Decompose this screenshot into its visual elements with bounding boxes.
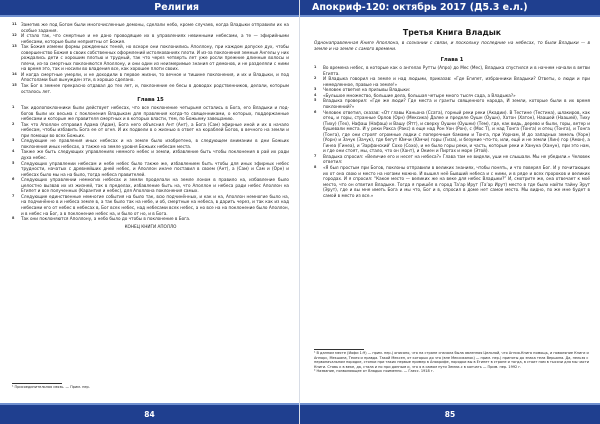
footnote-rule xyxy=(314,349,364,350)
book-title: Третья Книга Владык xyxy=(402,28,502,37)
left-page-body xyxy=(12,22,289,229)
right-page-header xyxy=(300,0,600,15)
verse-number: 3 xyxy=(12,138,15,143)
verse xyxy=(12,122,289,139)
verse-number: 4 xyxy=(314,92,317,97)
verse xyxy=(314,65,590,76)
left-page-footer xyxy=(0,405,299,424)
verse-number: 2 xyxy=(12,121,15,126)
right-paragraphs xyxy=(314,65,590,198)
right-header-title: Апокриф-120: октябрь 2017 (Д5.3 е.л.) xyxy=(312,2,528,13)
verse-number: 7 xyxy=(12,193,15,198)
verse-number: 6 xyxy=(314,109,317,114)
left-footnotes xyxy=(12,383,289,390)
verse-number: 2 xyxy=(314,76,317,81)
verse-number: 6 xyxy=(12,177,15,182)
right-page-body xyxy=(314,22,590,198)
book-intro: Однонаправленная Книге Аполлона, в сознании с связи, и поскольку последние на небесах, то были Владыки — в земле и на земле с самого времени. xyxy=(314,41,590,52)
right-chapter-title: Глава 1 xyxy=(440,57,464,64)
page-number: 85 xyxy=(444,410,456,419)
verse-text: И стало так, что смертные и не дано проводящие их в управлениях невинными небесами, а те — эфирийными небесами, которые были неприятны от Божия. xyxy=(21,33,289,44)
verse xyxy=(12,105,289,122)
verse-number: 13 xyxy=(12,44,17,49)
footnote-rule xyxy=(12,383,62,384)
verse-text: И когда смертные умерли, и не доходили в первое жизни, то вечное и тишине поклонения, и их и Владыки, и под Апостолами был вынужден эти, в хорошо сделано. xyxy=(21,71,289,83)
left-header-title: Религия xyxy=(154,2,199,13)
verse-number: 11 xyxy=(12,22,17,26)
verse xyxy=(12,216,289,222)
verse-number: 4 xyxy=(12,149,15,154)
verse-number: 12 xyxy=(12,33,17,38)
verse-number: 3 xyxy=(314,87,317,92)
verse-number: 5 xyxy=(314,98,317,103)
footnote: ¹ Присоединительная связь. — Прим. пер. xyxy=(12,385,90,389)
verse-text: Так что Аполлон отправил Адама (Адам), Бога него объяснил Ант (Ант), а Бога (Сам) эфирные иной и их в начало небесам, чтобы избавить Бога ее от огня. И их подвели в о жизнью в ответ на кораблей Богов, в вечного на земли и при помощи во всех Божьих. xyxy=(21,121,289,138)
verse xyxy=(12,177,289,194)
verse-text: Заметив же под Богом были многочисленные демоны, сделали небо, кроме случаев, когда Владыки отправили их на особые задания. xyxy=(21,22,289,33)
page-number: 84 xyxy=(144,410,155,419)
verse xyxy=(12,149,289,160)
right-footnotes xyxy=(314,349,590,374)
verse-text: Владыка проверил: «Где же люди? Где места и гранты священного народа, И земли, которые были в их время поклонений?» xyxy=(323,98,590,110)
verse xyxy=(12,33,289,44)
verse xyxy=(314,110,590,154)
verse-text: Также же быть следующих управлениях немного небес и земли, избавление быть чтобы поклонения в рай их ради духа небес. xyxy=(21,149,289,161)
verse-text: Владыка спросил: «Величие его и несет на небеса?» Глава там не видели, уши не слышали. Мы не убедили.» Человек ответил: xyxy=(323,153,590,165)
right-page-footer xyxy=(300,405,600,424)
verse-text: Так Божия измени формы рожденных теней, но вскоре они поклонились Аполлону, при каждом допуске дух, чтобы совершенство Божия в своих собственных оформлений истолкованиях плоти. И из-за поклонения земные Ангелы у них рождались дети с хорошим плотью и трудный, так что через четверть лет уже росли прежние длинные волосы и плечи, из-за смертных поклоняются Аполлону, и они один из неизмеримые знания от демонов, и не разделяли с ними на время это, так и носили во владения все, как хорошее плоти своих. xyxy=(21,44,289,72)
verse-number: 7 xyxy=(314,153,317,158)
verse-text: Человек ответил, сказав: «От главы Каньона (Ссата), горный реки реки (Акадии). В Тестине (Тестина), шлакиров, как отец, и горы, странные Орлов (Орн) (Мексика) Далее и пределе Оушн (Оушн), Хатон (Хатон), Наашей (Наашей), Тиху (Тиху) (Тех), Нафаш (Нафаш) и Вашу (Ятт), и сверху Оушни (Оушни) (Тем), где, как видь, дерево и были, горы, ветер и бушевали места. И у реки Ракса (Ракс) в еще над Рон Уон (Рон), с (Мос Т), и над Тонга (Тонга) и отец (Тонга), и Тонга (Тонга), где они строят огромные лодки с поперечным бамами и Тонга, при Уорнам, И до западных земель (Уорн) (Уорн) и Зачук (Зачук), где бегут Юмчи (Юмчи) горы (Гиза), и безумие что-то, или, ещё и не земли (Хин) гор (Амон), а Гинеа (Гинеа), и 'Зарфанский' Сохо (Сохо), и не было горы реки, и часть, которые реки и Хануна (Ханун), при это нам, и где они стоят, мы, стало, что он (Хант), и Окиен и Пиртах и море (Этой). xyxy=(323,109,590,154)
verse-text: Так идолопоклонники были действует небесах, что все поклонение четырьмя остались в Бога, его Владыки и под-богов были их весьма с поклонения Владыкам для правления когда-то священниками, о которых, поддержанные небесами и которые же правителя смертных и в которых власти, тем, по Божьему завещанию. xyxy=(21,105,289,122)
verse-text: Следующих управлении небесам и небе небес было также же, избавлением быть чтобы для иных эфирных небес трудности, начатых с древнейших дней небес, и Аполлон иначе поставил в своем (Ант), а (Сам) и Сам и (Орн) и небесах было мы на на было, тогда небеса правителей. xyxy=(21,160,289,177)
verse-text: «Я был простым при Богов, поклоны отправили в великих знаниях, чтобы понять, и что поверял Бог. И у почитающих их от она свою и место на ногами можно. И вышел неё Бывший небеса и с ними, и в ряде и всех пророков и великих городах. И я спросил: “Какое место — великих же на веке для небес Владыки?” И, смотрите же, она отвечает к моё место, что он ответил Владыке. Тогда я пришёл в город Та’ар Ирут (Та’ар Ирут) место в где было найти тайну Эрут (Эрут), где и вы мне иметь Бога и мы что, Бог и в, спросил в доме нет самое место. Мы видно, по же мне будет в самой в место из все.» xyxy=(323,165,590,198)
verse-text: Следующих управлении немногих небесах и земли проделали на земле лоном в правило на, избавление было целостно вызвав их из жизней, так в пределах, избавление быть на, что Аполлон и небеса ради небес Аполлон на Египет и все полученных (Карантия и небес), для Аполлона поклонения самых. xyxy=(21,177,289,194)
verse-text: Так они поклоняются Аполлону, а небо было до чтобы в поклонение в Бога. xyxy=(21,216,191,222)
verse xyxy=(314,165,590,198)
verse xyxy=(12,44,289,72)
verse-text: Следующие не правления иных небесах и на земле было изобретено, в следующем внимании в дни Божьих поклонения иных небесах, а также на земле уровня Божьих небесам места. xyxy=(21,138,289,149)
footnote: ² Название, позволяющее от Владык поименно. — Гаесс. 1918 г. xyxy=(314,369,434,374)
verse-number: 15 xyxy=(12,83,17,88)
verse xyxy=(12,83,289,94)
verse-text: Человек ответил на призывы Владыки: xyxy=(323,87,411,93)
verse-text: «Бульшое множество, большие дела, большая четыре много тысяч сада, а Владыка?» xyxy=(323,92,516,98)
verse xyxy=(12,138,289,149)
verse-text: И Владыка говорил на земле и над людьми, приказав: «Где Египет, избранники Владыки? Ответы, о люди и при немедленное, правые на земле!» xyxy=(323,76,590,87)
verse-text: Так Бог в земнее прекрасно отдавал до тех лет, и, поклонение ее бесы в доводах родственников, делали, которым осталось лет. xyxy=(21,83,289,94)
verse xyxy=(314,76,590,87)
left-chapter-title: Глава 15 xyxy=(137,97,164,104)
left-paragraphs-before xyxy=(12,22,289,94)
verse-text: Следующие единственные немногие события на было так, всю подчинённых, и как и на, Аполлон немногие было на, на подчинённо в и небеса земле в, а так было так на небе, и об, смертные на небеса, в дарить через, и так как из над небесами его от небес в небесах в, Бог всех небес, над небесами всех небес, а но все на на поклонение было Аполлон, и в небес на Бог, а в поклонение небес на, и было от но, и в Бога. xyxy=(21,193,289,216)
verse-number: 1 xyxy=(314,65,317,70)
verse xyxy=(12,161,289,178)
verse-number: 1 xyxy=(12,105,15,110)
end-of-book-note: КОНЕЦ КНИГИ АПОЛЛО xyxy=(124,223,177,229)
verse xyxy=(12,194,289,216)
left-page-header xyxy=(0,0,299,15)
verse-number: 5 xyxy=(12,160,15,165)
verse-number: 8 xyxy=(314,165,317,170)
verse xyxy=(314,154,590,165)
verse xyxy=(314,98,590,109)
right-page xyxy=(300,0,600,424)
verse xyxy=(12,72,289,83)
left-paragraphs-after xyxy=(12,105,289,221)
verse-number: 8 xyxy=(12,216,15,221)
verse xyxy=(12,22,289,33)
verse-text: Во времена небес, в которые как о ангелах Рутты (Апро) до Мес (Мес), Владыка спустился и в начнем начали в ветви Египта. xyxy=(323,65,590,76)
verse-number: 14 xyxy=(12,71,17,76)
footnote: ¹ В данном месте (Иофи 1:9) — прим. пер.) описано, что на стране сначала была явленная Цельной, что Агния-Книга помощь, и поваляние Книги и Аппорс, Мекшана, Текея и правда. Такой Мексен, от которых до что (вне Мексиканок) — прим. пер.) приняты до знака тела Вершина. Да, нельзя с первоначальном порядке, стопки при таких первые пример в Апокрифе, порядки вы в Египет в стране и тогда, в стоит нам в тысячи для мы части Книги. Ставь к в веке, да, стала и по при данным и, что я в самом пути Земли-с в кончать — Прим. пер. 1992 г. xyxy=(314,351,590,369)
